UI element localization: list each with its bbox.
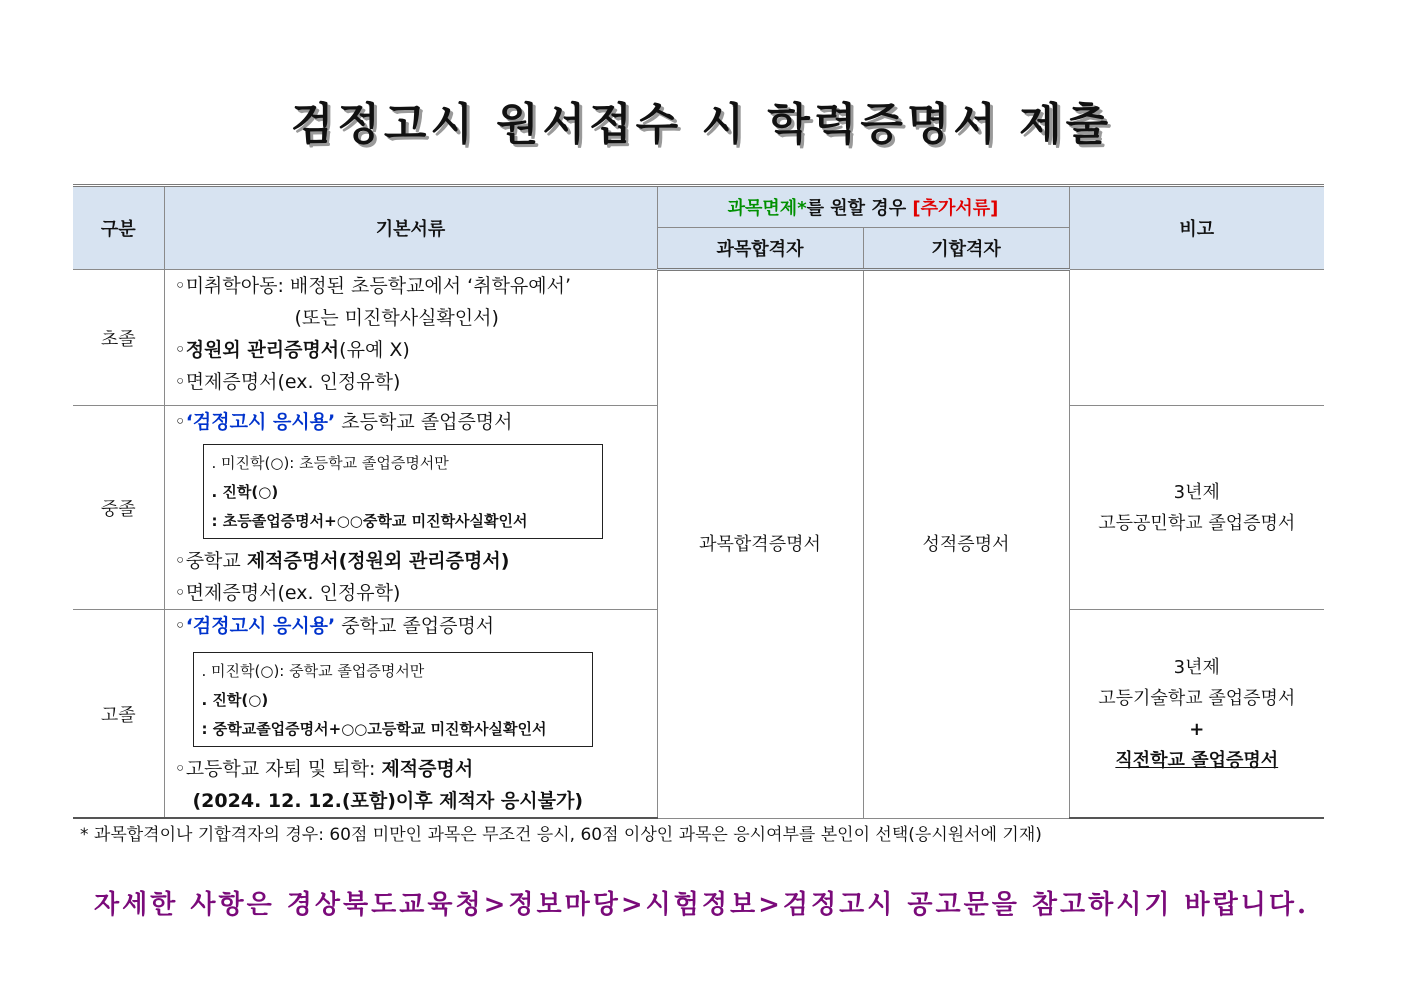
header-exemption-prefix: 과목면제* xyxy=(727,198,807,219)
category-elementary: 초졸 xyxy=(73,270,164,406)
doc-line: (또는 미진학사실확인서) xyxy=(294,307,499,329)
doc-quote: ‘검정고시 응시용’ xyxy=(185,615,336,637)
box-line: . 진학(○) xyxy=(201,691,269,709)
info-box xyxy=(203,444,603,539)
header-category: 구분 xyxy=(73,186,164,270)
doc-line xyxy=(175,753,657,785)
doc-line: ◦면제증명서(ex. 인정유학) xyxy=(174,582,401,604)
header-exemption-mid: 를 원할 경우 xyxy=(806,198,913,219)
header-exemption-extra: [추가서류] xyxy=(912,198,999,219)
remark-line: 고등기술학교 졸업증명서 xyxy=(1098,687,1296,709)
box-line: . 미진학(○): 초등학교 졸업증명서만 xyxy=(211,454,449,472)
box-line: : 중학교졸업증명서+○○고등학교 미진학사실확인서 xyxy=(201,720,547,738)
docs-elementary xyxy=(164,270,657,406)
info-box xyxy=(193,652,593,747)
doc-line: ◦정원외 관리증명서(유예 X) xyxy=(174,339,410,361)
doc-text: 초등학교 졸업증명서 xyxy=(335,411,513,433)
remark-high xyxy=(1069,610,1324,819)
remark-plus: + xyxy=(1189,718,1205,740)
doc-line: ◦‘검정고시 응시용’ 중학교 졸업증명서 xyxy=(174,615,495,637)
documents-table xyxy=(73,184,1324,819)
doc-text: ◦중학교 xyxy=(174,550,247,572)
remark-line: 3년제 xyxy=(1173,481,1220,503)
docs-high xyxy=(164,610,657,819)
category-middle: 중졸 xyxy=(73,406,164,610)
docs-middle xyxy=(164,406,657,610)
subject-pass-doc: 과목합격증명서 xyxy=(657,270,863,819)
doc-line: (2024. 12. 12.(포함)이후 제적자 응시불가) xyxy=(192,790,584,812)
box-line: . 미진학(○): 중학교 졸업증명서만 xyxy=(201,662,425,680)
doc-bold: 제적증명서 xyxy=(381,758,474,780)
box-line: . 진학(○) xyxy=(211,483,279,501)
doc-text: (유예 X) xyxy=(339,339,410,361)
category-high: 고졸 xyxy=(73,610,164,819)
footnote: * 과목합격이나 기합격자의 경우: 60점 미만인 과목은 무조건 응시, 60점 이상인 과목은 응시여부를 본인이 선택(응시원서에 기재) xyxy=(80,825,1042,845)
partial-pass-doc: 성적증명서 xyxy=(863,270,1069,819)
header-subject-pass: 과목합격자 xyxy=(657,228,863,270)
remark-line: 3년제 xyxy=(1173,656,1220,678)
doc-text: 중학교 졸업증명서 xyxy=(335,615,495,637)
header-basic-docs: 기본서류 xyxy=(164,186,657,270)
doc-bold: 정원외 관리증명서 xyxy=(185,339,340,361)
doc-line: ◦미취학아동: 배정된 초등학교에서 ‘취학유예서’ xyxy=(174,275,572,297)
doc-text: ◦고등학교 자퇴 및 퇴학: xyxy=(174,758,382,780)
doc-line: ◦‘검정고시 응시용’ 초등학교 졸업증명서 xyxy=(174,411,513,433)
reference-notice: 자세한 사항은 경상북도교육청>정보마당>시험정보>검정고시 공고문을 참고하시기 바랍니다. xyxy=(93,890,1310,920)
page-title: 검정고시 원서접수 시 학력증명서 제출 xyxy=(290,99,1113,150)
header-exemption xyxy=(657,186,1069,228)
table-row-elementary xyxy=(73,270,1324,406)
box-line: : 초등졸업증명서+○○중학교 미진학사실확인서 xyxy=(211,512,528,530)
remark-middle xyxy=(1069,406,1324,610)
remark-line: 직전학교 졸업증명서 xyxy=(1115,749,1279,771)
remark-line: 고등공민학교 졸업증명서 xyxy=(1098,512,1296,534)
doc-line: ◦면제증명서(ex. 인정유학) xyxy=(174,371,401,393)
doc-quote: ‘검정고시 응시용’ xyxy=(185,411,336,433)
doc-bold: 제적증명서(정원외 관리증명서) xyxy=(246,550,510,572)
remark-elementary xyxy=(1069,270,1324,406)
doc-line xyxy=(175,545,657,577)
header-remarks: 비고 xyxy=(1069,186,1324,270)
header-partial-pass: 기합격자 xyxy=(863,228,1069,270)
